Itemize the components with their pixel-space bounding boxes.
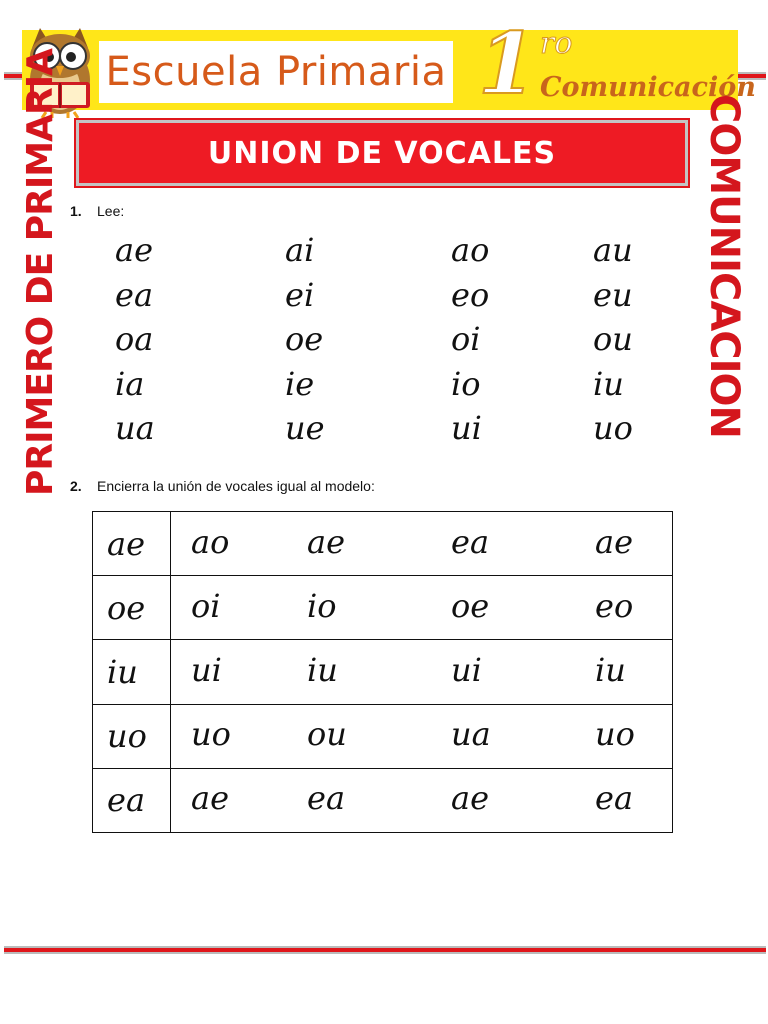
option-pair[interactable]: ou [307,715,347,754]
model-pair: iu [107,652,138,691]
exercise2-instruction [70,478,375,494]
option-pair[interactable]: oe [451,586,490,625]
option-pair[interactable]: uo [191,715,231,754]
vowel-pair: ai [285,231,315,269]
option-pair[interactable]: iu [595,651,626,690]
exercise1-number: 1. [70,203,82,219]
side-label-left-box [16,48,64,496]
option-pair[interactable]: oi [191,586,221,625]
vowel-pair: eo [451,275,490,314]
options-cell [171,576,673,640]
options-cell [171,512,673,576]
grade-suffix: ro [540,26,573,61]
exercise2-text: Encierra la unión de vocales igual al modelo: [97,478,375,494]
school-title-box [96,38,456,106]
model-pair: ae [107,524,146,563]
options-cell [171,768,673,832]
matching-table [92,511,673,833]
model-pair: oe [107,588,146,627]
vowel-pair: oe [285,320,324,358]
option-pair[interactable]: ae [451,779,490,818]
model-cell [93,512,171,576]
option-pair[interactable]: ea [307,779,346,818]
vowel-pair: ei [285,275,315,314]
option-pair[interactable]: ae [307,522,346,561]
subject-label: Comunicación [540,72,756,103]
table-row [93,704,673,768]
option-pair[interactable]: ae [595,522,634,561]
vowel-pair: ea [115,275,154,314]
worksheet-title-box [76,120,688,186]
vowel-pair: uo [593,409,633,447]
options-cell [171,640,673,704]
vowel-pair: ua [115,409,155,447]
model-cell [93,640,171,704]
vowel-pair: ou [593,320,633,358]
school-title: Escuela Primaria [105,49,447,95]
model-cell [93,768,171,832]
option-pair[interactable]: uo [595,715,635,754]
worksheet-title: UNION DE VOCALES [207,135,557,171]
vowel-pair: oi [451,320,481,358]
options-cell [171,704,673,768]
side-label-right: COMUNICACION [701,93,748,439]
option-pair[interactable]: ea [595,779,634,818]
option-pair[interactable]: ao [191,522,230,561]
option-pair[interactable]: ea [451,522,490,561]
model-pair: uo [107,717,147,756]
option-pair[interactable]: ui [191,651,222,690]
vowel-pair: ae [115,231,154,269]
side-label-right-box [700,93,748,439]
exercise1-text: Lee: [97,203,125,219]
option-pair[interactable]: iu [307,651,338,690]
option-pair[interactable]: eo [595,586,634,625]
vowel-pair: au [593,231,633,269]
bottom-divider [4,946,766,954]
vowel-pair: eu [593,275,633,314]
exercise1-instruction [70,203,124,219]
model-cell [93,576,171,640]
exercise2-number: 2. [70,478,82,494]
vowel-pair: io [451,364,481,403]
option-pair[interactable]: io [307,586,337,625]
vowel-pair: oa [115,320,154,358]
grade-number: 1 [478,14,537,113]
vowel-pair: ia [115,364,145,403]
vowel-pair: ui [451,409,482,447]
vowel-pair: ao [451,231,490,269]
vowel-pair: iu [593,364,624,403]
model-pair: ea [107,781,146,820]
table-row [93,576,673,640]
model-cell [93,704,171,768]
vowel-reading-grid [115,232,675,455]
side-label-left: PRIMERO DE PRIMARIA [19,48,61,496]
vowel-pair: ie [285,364,315,403]
table-row [93,512,673,576]
option-pair[interactable]: ae [191,779,230,818]
option-pair[interactable]: ui [451,651,482,690]
option-pair[interactable]: ua [451,715,491,754]
vowel-pair: ue [285,409,325,447]
table-row [93,768,673,832]
table-row [93,640,673,704]
